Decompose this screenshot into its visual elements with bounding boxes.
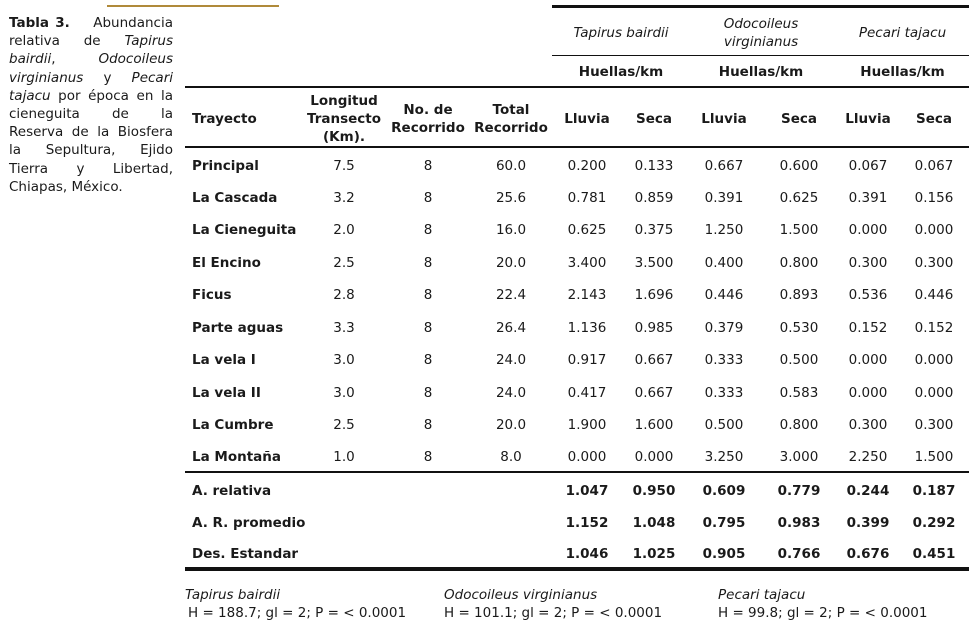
col-header-recorrido: No. de Recorrido: [391, 102, 465, 136]
col-header-seca-2: Seca: [781, 111, 817, 127]
header-rule: [185, 146, 969, 148]
row-value: 0.417: [567, 385, 607, 401]
row-trayecto: El Encino: [192, 255, 261, 271]
row-recorrido: 8: [423, 255, 433, 271]
row-value: 0.000: [634, 449, 674, 465]
row-total: 20.0: [495, 255, 527, 271]
summary-value: 0.399: [846, 515, 890, 531]
row-value: 0.625: [779, 190, 819, 206]
row-value: 0.375: [634, 222, 674, 238]
col-header-lluvia-2: Lluvia: [701, 111, 747, 127]
bottom-rule: [185, 567, 969, 571]
row-trayecto: La Cascada: [192, 190, 278, 206]
row-trayecto: La Montaña: [192, 449, 282, 465]
row-value: 3.500: [634, 255, 674, 271]
row-value: 0.530: [779, 320, 819, 336]
row-total: 24.0: [495, 385, 527, 401]
row-value: 3.250: [704, 449, 744, 465]
row-value: 0.067: [914, 158, 954, 174]
summary-value: 0.451: [912, 546, 956, 562]
row-longitud: 1.0: [333, 449, 355, 465]
species-header-odocoileus: Odocoileus virginianus: [723, 16, 799, 50]
row-longitud: 3.0: [333, 385, 355, 401]
row-value: 0.917: [567, 352, 607, 368]
row-value: 0.536: [848, 287, 888, 303]
unit-rule: [185, 86, 969, 88]
row-trayecto: Ficus: [192, 287, 232, 303]
row-trayecto: La Cumbre: [192, 417, 274, 433]
row-total: 8.0: [500, 449, 522, 465]
row-value: 0.000: [848, 385, 888, 401]
row-value: 0.333: [704, 385, 744, 401]
row-value: 2.250: [848, 449, 888, 465]
summary-value: 1.047: [565, 483, 609, 499]
summary-value: 0.676: [846, 546, 890, 562]
row-total: 24.0: [495, 352, 527, 368]
row-value: 0.133: [634, 158, 674, 174]
row-value: 0.625: [567, 222, 607, 238]
row-recorrido: 8: [423, 287, 433, 303]
summary-label: A. relativa: [192, 483, 272, 499]
row-recorrido: 8: [423, 190, 433, 206]
row-total: 60.0: [495, 158, 527, 174]
col-header-lluvia-1: Lluvia: [564, 111, 610, 127]
row-longitud: 3.3: [333, 320, 355, 336]
row-value: 1.900: [567, 417, 607, 433]
row-value: 0.391: [848, 190, 888, 206]
row-longitud: 2.8: [333, 287, 355, 303]
footer-stat-odocoileus: Odocoileus virginianus H = 101.1; gl = 2; P = < 0.0001: [444, 587, 663, 621]
row-value: 0.859: [634, 190, 674, 206]
summary-value: 1.046: [565, 546, 609, 562]
row-value: 0.667: [634, 352, 674, 368]
row-value: 3.000: [779, 449, 819, 465]
row-total: 25.6: [495, 190, 527, 206]
accent-line: [107, 5, 279, 7]
summary-label: Des. Estandar: [192, 546, 299, 562]
table-caption: Tabla 3. Abundancia relativa de Tapirus bairdii, Odocoileus virginianus y Pecari tajacu por época en la cieneguita de la Reserva de la Biosfera la Sepultura, Ejido Tierra y Libertad, Chiapas, México.: [9, 15, 173, 195]
row-value: 1.250: [704, 222, 744, 238]
row-value: 3.400: [567, 255, 607, 271]
row-value: 0.500: [704, 417, 744, 433]
row-total: 26.4: [495, 320, 527, 336]
row-value: 0.400: [704, 255, 744, 271]
summary-value: 0.983: [777, 515, 821, 531]
row-recorrido: 8: [423, 158, 433, 174]
row-longitud: 3.2: [333, 190, 355, 206]
row-value: 0.000: [914, 352, 954, 368]
species-header-pecari: Pecari tajacu: [858, 25, 947, 41]
row-value: 0.300: [914, 255, 954, 271]
row-recorrido: 8: [423, 417, 433, 433]
unit-header-pecari: Huellas/km: [860, 64, 945, 80]
row-trayecto: La vela I: [192, 352, 256, 368]
row-value: 0.667: [704, 158, 744, 174]
row-longitud: 2.5: [333, 417, 355, 433]
col-header-total: Total Recorrido: [474, 102, 548, 136]
col-header-seca-3: Seca: [916, 111, 952, 127]
row-value: 0.667: [634, 385, 674, 401]
row-value: 0.600: [779, 158, 819, 174]
row-value: 0.000: [914, 222, 954, 238]
unit-header-odocoileus: Huellas/km: [718, 64, 804, 80]
summary-value: 0.292: [912, 515, 956, 531]
row-value: 0.000: [848, 352, 888, 368]
row-value: 0.800: [779, 255, 819, 271]
row-value: 0.583: [779, 385, 819, 401]
species-header-tapirus: Tapirus bairdii: [573, 25, 669, 41]
row-recorrido: 8: [423, 385, 433, 401]
row-value: 0.333: [704, 352, 744, 368]
row-recorrido: 8: [423, 222, 433, 238]
row-value: 0.300: [848, 417, 888, 433]
summary-value: 1.152: [565, 515, 609, 531]
row-trayecto: La Cieneguita: [192, 222, 297, 238]
summary-value: 0.187: [912, 483, 956, 499]
row-value: 0.379: [704, 320, 744, 336]
row-value: 0.800: [779, 417, 819, 433]
row-recorrido: 8: [423, 449, 433, 465]
col-header-trayecto: Trayecto: [192, 111, 257, 127]
row-recorrido: 8: [423, 320, 433, 336]
row-value: 0.000: [567, 449, 607, 465]
footer-stat-tapirus: Tapirus bairdii H = 188.7; gl = 2; P = < 0.0001: [185, 587, 407, 621]
row-longitud: 7.5: [333, 158, 355, 174]
species-rule: [552, 55, 969, 56]
row-value: 0.156: [914, 190, 954, 206]
row-total: 16.0: [495, 222, 527, 238]
row-value: 0.152: [848, 320, 888, 336]
row-value: 0.300: [914, 417, 954, 433]
summary-value: 0.779: [777, 483, 821, 499]
summary-value: 1.048: [632, 515, 676, 531]
row-value: 0.500: [779, 352, 819, 368]
row-total: 22.4: [495, 287, 527, 303]
summary-value: 0.795: [702, 515, 746, 531]
summary-value: 1.025: [632, 546, 676, 562]
col-header-longitud: Longitud Transecto (Km).: [306, 93, 382, 145]
row-value: 0.446: [914, 287, 954, 303]
row-value: 0.067: [848, 158, 888, 174]
footer-stat-pecari: Pecari tajacu H = 99.8; gl = 2; P = < 0.0001: [718, 587, 928, 621]
row-value: 1.500: [779, 222, 819, 238]
row-trayecto: La vela II: [192, 385, 261, 401]
summary-label: A. R. promedio: [192, 515, 306, 531]
summary-value: 0.950: [632, 483, 676, 499]
row-value: 0.781: [567, 190, 607, 206]
col-header-lluvia-3: Lluvia: [845, 111, 891, 127]
row-value: 2.143: [567, 287, 607, 303]
row-recorrido: 8: [423, 352, 433, 368]
row-value: 0.000: [848, 222, 888, 238]
row-value: 0.152: [914, 320, 954, 336]
unit-header-tapirus: Huellas/km: [578, 64, 664, 80]
summary-value: 0.609: [702, 483, 746, 499]
row-value: 0.000: [914, 385, 954, 401]
summary-value: 0.244: [846, 483, 890, 499]
row-value: 0.446: [704, 287, 744, 303]
row-value: 1.696: [634, 287, 674, 303]
summary-value: 0.766: [777, 546, 821, 562]
row-longitud: 3.0: [333, 352, 355, 368]
summary-value: 0.905: [702, 546, 746, 562]
top-rule: [552, 5, 969, 8]
row-value: 0.893: [779, 287, 819, 303]
row-value: 0.200: [567, 158, 607, 174]
row-trayecto: Principal: [192, 158, 259, 174]
row-trayecto: Parte aguas: [192, 320, 284, 336]
row-total: 20.0: [495, 417, 527, 433]
row-value: 1.600: [634, 417, 674, 433]
row-longitud: 2.0: [333, 222, 355, 238]
row-value: 0.985: [634, 320, 674, 336]
row-longitud: 2.5: [333, 255, 355, 271]
row-value: 1.136: [567, 320, 607, 336]
row-value: 0.391: [704, 190, 744, 206]
row-value: 1.500: [914, 449, 954, 465]
row-value: 0.300: [848, 255, 888, 271]
summary-rule: [185, 471, 969, 473]
col-header-seca-1: Seca: [636, 111, 672, 127]
